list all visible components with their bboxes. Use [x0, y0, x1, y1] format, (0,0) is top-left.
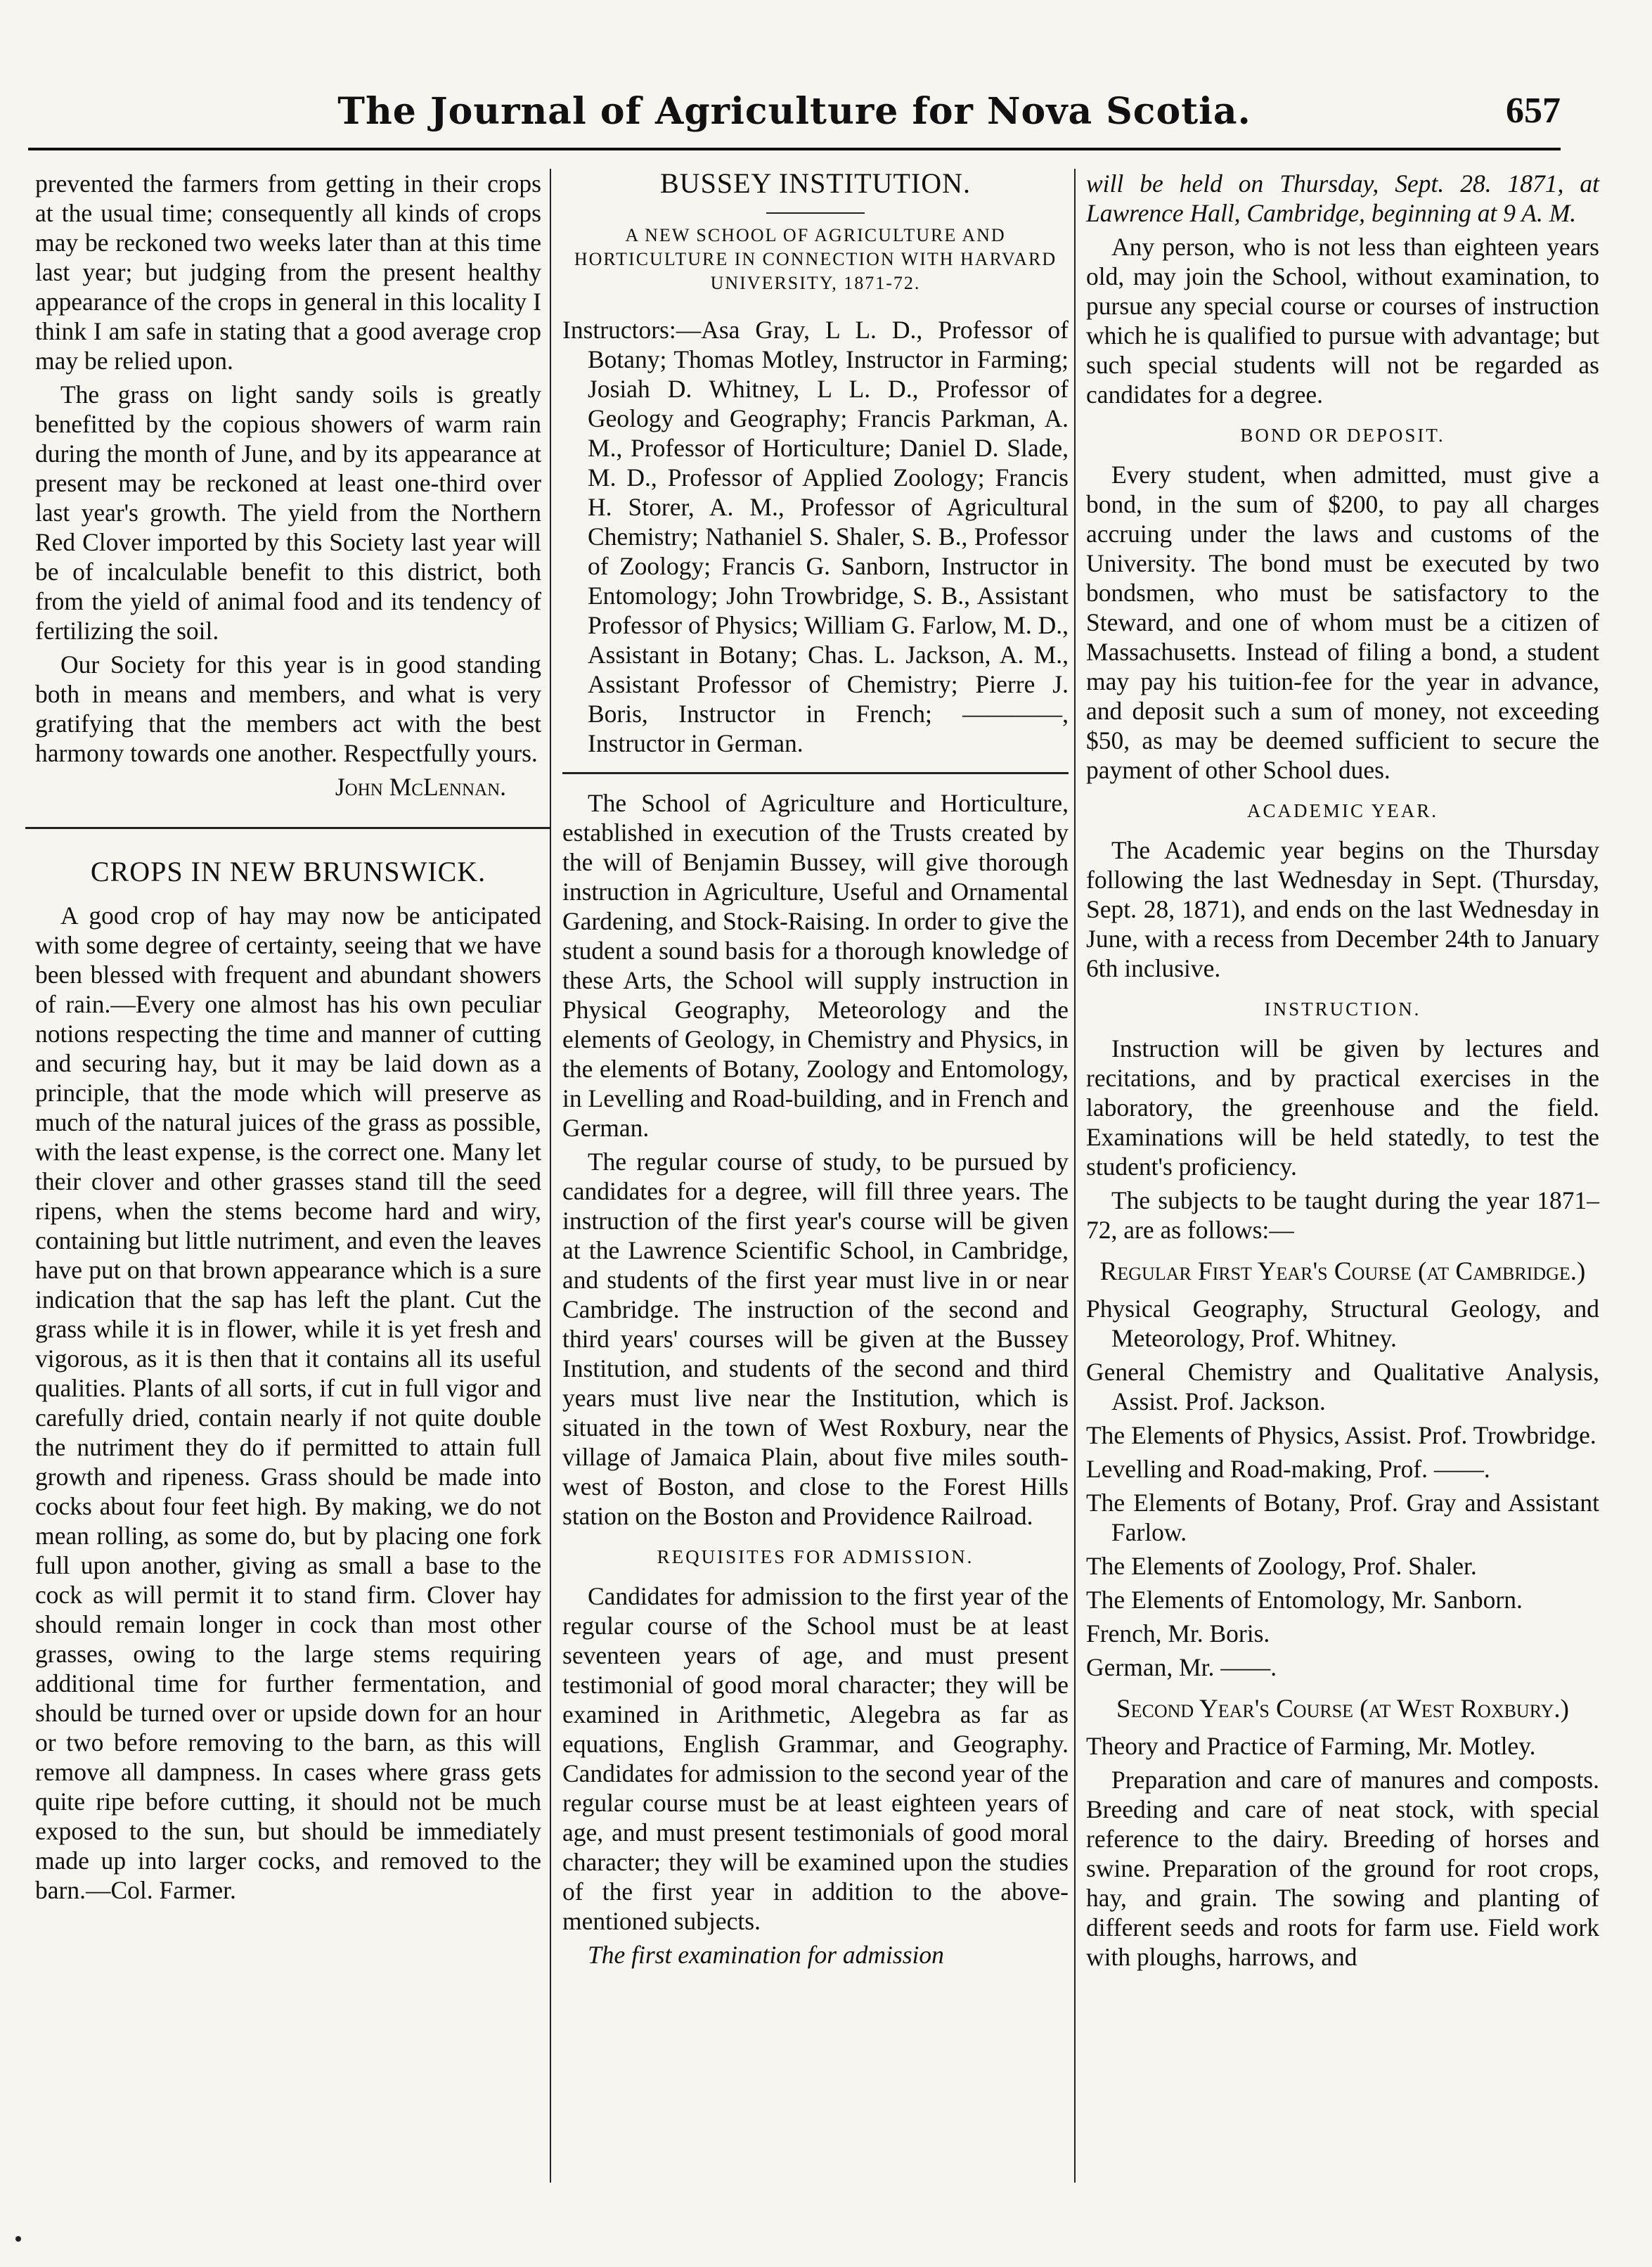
article-heading: BUSSEY INSTITUTION. [660, 167, 971, 199]
article-subheading: A NEW SCHOOL OF AGRICULTURE AND HORTICULTURE IN CONNECTION WITH HARVARD UNIVERSITY, 1871-72. [574, 225, 1057, 293]
column-divider [1074, 169, 1076, 2183]
column-1 [35, 169, 541, 1909]
article-heading: CROPS IN NEW BRUNSWICK. [90, 856, 486, 887]
course-item: The Elements of Zoology, Prof. Shaler. [1086, 1552, 1477, 1580]
section-separator [562, 772, 1069, 774]
paragraph: Any person, who is not less than eighteen years old, may join the School, without examination, to pursue any special course or courses of instruction which he is qualified to pursue with advantage; but such special students will not be regarded as candidates for a degree. [1086, 233, 1599, 409]
page-number: 657 [1506, 91, 1561, 131]
course-item: Levelling and Road-making, Prof. ——. [1086, 1455, 1490, 1483]
paragraph: The Academic year begins on the Thursday following the last Wednesday in Sept. (Thursday, Sept. 28, 1871), and ends on the last Wednesday in June, with a recess from December 24th to January 6th inclusive. [1086, 836, 1599, 982]
paragraph: Candidates for admission to the first year of the regular course of the School must be at least seventeen years of age, and must present testimonial of good moral character; they will be examined in Arithmetic, Alegebra as far as equations, English Grammar, and Geography. Candidates for admission to the second year of the regular course must be at least eighteen years of age, and must present testimonials of good moral character; they will be examined upon the studies of the first year in addition to the above-mentioned subjects. [562, 1582, 1069, 1935]
course-item: German, Mr. ——. [1086, 1653, 1277, 1681]
course-item: Physical Geography, Structural Geology, and Meteorology, Prof. Whitney. [1086, 1295, 1599, 1352]
course-item: French, Mr. Boris. [1086, 1619, 1270, 1648]
paragraph: Preparation and care of manures and composts. Breeding and care of neat stock, with special reference to the dairy. Breeding of horses and swine. Preparation of the ground for root crops, hay, and grain. The sowing and planting of different seeds and roots for farm use. Field work with ploughs, harrows, and [1086, 1766, 1599, 1971]
paragraph: will be held on Thursday, Sept. 28. 1871, at Lawrence Hall, Cambridge, beginning at 9 A. M. [1086, 169, 1599, 227]
course-item: Theory and Practice of Farming, Mr. Motley. [1086, 1732, 1536, 1760]
paragraph: Instruction will be given by lectures and recitations, and by practical exercises in the laboratory, the greenhouse and the field. Examinations will be held statedly, to test the student's proficiency. [1086, 1034, 1599, 1181]
paragraph: Every student, when admitted, must give a bond, in the sum of $200, to pay all charges accruing under the laws and customs of the University. The bond must be executed by two bondsmen, who must be satisfactory to the Steward, and one of whom must be a citizen of Massachusetts. Instead of filing a bond, a student may pay his tuition-fee for the year in advance, and deposit such a sum of money, not exceeding $50, as may be deemed sufficient to secure the payment of other School dues. [1086, 461, 1599, 784]
section-heading: BOND OR DEPOSIT. [1240, 425, 1445, 446]
column-divider [550, 169, 551, 2183]
course-item: The Elements of Entomology, Mr. Sanborn. [1086, 1586, 1523, 1614]
course-item: General Chemistry and Qualitative Analysis, Assist. Prof. Jackson. [1086, 1358, 1599, 1415]
section-heading: INSTRUCTION. [1264, 998, 1421, 1020]
course-heading: Regular First Year's Course (at Cambridge.) [1099, 1257, 1586, 1286]
print-speck [15, 2236, 21, 2242]
paragraph: Our Society for this year is in good standing both in means and members, and what is very gratifying that the members act with the best harmony towards one another. Respectfully yours. [35, 650, 541, 767]
section-heading: REQUISITES FOR ADMISSION. [657, 1546, 974, 1567]
section-heading: ACADEMIC YEAR. [1246, 800, 1438, 821]
course-item: The Elements of Botany, Prof. Gray and Assistant Farlow. [1086, 1489, 1599, 1546]
paragraph: prevented the farmers from getting in their crops at the usual time; consequently all kinds of crops may be reckoned two weeks later than at this time last year; but judging from the present healthy appearance of the crops in general in this locality I think I am safe in stating that a good average crop may be relied upon. [35, 169, 541, 375]
paragraph: The grass on light sandy soils is greatly benefitted by the copious showers of warm rain during the month of June, and by its appearance at present may be reckoned at least one-third over last year's growth. The yield from the Northern Red Clover imported by this Society last year will be of incalculable benefit to this district, both from the yield of animal food and its tendency of fertilizing the soil. [35, 380, 541, 645]
paragraph: The School of Agriculture and Horticulture, established in execution of the Trusts created by the will of Benjamin Bussey, will give thorough instruction in Agriculture, Useful and Ornamental Gardening, and Stock-Raising. In order to give the student a sound basis for a thorough knowledge of these Arts, the School will supply instruction in Physical Geography, Meteorology and the elements of Geology, in Chemistry and Physics, in the elements of Botany, Zoology and Entomology, in Levelling and Road-building, and in French and German. [562, 789, 1069, 1142]
paragraph: The regular course of study, to be pursued by candidates for a degree, will fill three years. The instruction of the first year's course will be given at the Lawrence Scientific School, in Cambridge, and students of the first year must live in or near Cambridge. The instruction of the second and third years' courses will be given at the Bussey Institution, and students of the second and third years must live near the Institution, which is situated in the town of West Roxbury, near the village of Jamaica Plain, about five miles south-west of Boston, and close to the Forest Hills station on the Boston and Providence Railroad. [562, 1148, 1069, 1530]
page-header [28, 84, 1561, 150]
paragraph: The subjects to be taught during the year 1871–72, are as follows:— [1086, 1186, 1599, 1244]
journal-title: The Journal of Agriculture for Nova Scotia. [337, 90, 1251, 133]
signature: John McLennan. [335, 773, 506, 801]
heading-rule [766, 212, 865, 214]
paragraph: A good crop of hay may now be anticipated with some degree of certainty, seeing that we have been blessed with frequent and abundant showers of rain.—Every one almost has his own peculiar notions respecting the time and manner of cutting and securing hay, but it may be laid down as a principle, that the mode which will preserve as much of the natural juices of the grass as possible, with the least expense, is the correct one. Many let their clover and other grasses stand till the seed ripens, when the stems become hard and wiry, containing but little nutriment, and even the leaves have put on that brown appearance which is a sure indication that the sap has left the plant. Cut the grass while it is in flower, while it is yet fresh and vigorous, as it is then that it contains all its useful qualities. Plants of all sorts, if cut in full vigor and carefully dried, contain nearly if not quite double the nutriment they do if permitted to attain full growth and ripeness. Grass should be made into cocks about four feet high. By making, we do not mean rolling, as some do, but by placing one fork full upon another, giving as small a base to the cock as will permit it to stand firm. Clover hay should remain longer in cock than most other grasses, owing to the large stems requiring additional time for further fermentation, and should be turned over or upside down for an hour or two before removing to the barn, as this will remove all dampness. In cases where grass gets quite ripe before cutting, it should not be much exposed to the sun, but should be immediately made up into larger cocks, and removed to the barn.—Col. Farmer. [35, 901, 541, 1904]
article-separator [25, 827, 551, 829]
paragraph: The first examination for admission [588, 1941, 944, 1969]
course-heading: Second Year's Course (at West Roxbury.) [1116, 1695, 1569, 1723]
column-2 [562, 169, 1069, 1974]
instructors-list: Instructors:—Asa Gray, L L. D., Professor of Botany; Thomas Motley, Instructor in Farming; Josiah D. Whitney, L L. D., Professor of Geology and Geography; Francis Parkman, A. M., Professor of Horticulture; Daniel D. Slade, M. D., Professor of Applied Zoology; Francis H. Storer, A. M., Professor of Agricultural Chemistry; Nathaniel S. Shaler, S. B., Professor of Zoology; Francis G. Sanborn, Instructor in Entomology; John Trowbridge, S. B., Assistant Professor of Physics; William G. Farlow, M. D., Assistant in Botany; Chas. L. Jackson, A. M., Assistant Professor of Chemistry; Pierre J. Boris, Instructor in French; ————, Instructor in German. [562, 316, 1069, 757]
course-item: The Elements of Physics, Assist. Prof. Trowbridge. [1086, 1421, 1596, 1449]
column-3 [1086, 169, 1599, 1976]
